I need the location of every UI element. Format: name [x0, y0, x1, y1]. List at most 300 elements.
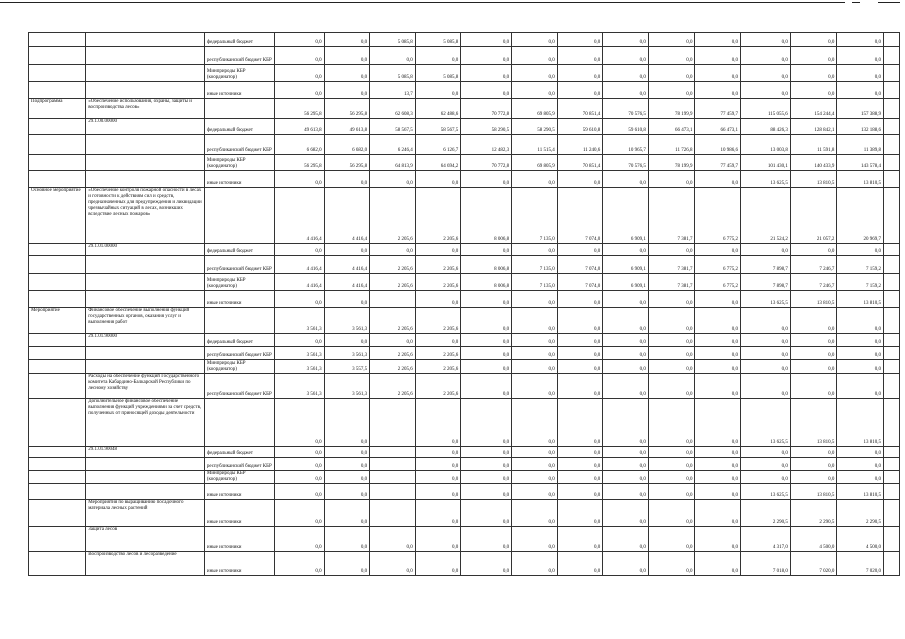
- value-cell: 70 772,8: [461, 155, 512, 171]
- value-cell: 4 500,0: [837, 527, 884, 552]
- top-border-line-end: [878, 2, 900, 3]
- value-cell: 0,0: [324, 82, 370, 99]
- value-cell: 0,0: [790, 447, 837, 458]
- category-cell: [29, 347, 86, 360]
- value-cell: 0,0: [512, 458, 558, 471]
- category-cell: [29, 171, 86, 188]
- value-cell: 0,0: [324, 334, 370, 347]
- value-cell: 0,0: [461, 552, 512, 576]
- value-cell: 157 388,9: [837, 99, 884, 119]
- category-cell: [29, 119, 86, 135]
- value-cell: 7 074,0: [557, 188, 603, 244]
- edge-cell: [884, 527, 900, 552]
- source-cell: республиканский бюджет КБР: [204, 135, 274, 155]
- source-cell: республиканский бюджет КБР: [204, 47, 274, 65]
- value-cell: 0,0: [415, 447, 461, 458]
- value-cell: 0,0: [461, 500, 512, 527]
- value-cell: 13 810,5: [837, 171, 884, 188]
- value-cell: 0,0: [274, 33, 324, 47]
- value-cell: 0,0: [557, 471, 603, 484]
- table-row: [29, 399, 900, 447]
- value-cell: 0,0: [837, 447, 884, 458]
- value-cell: 0,0: [695, 308, 741, 334]
- description-cell: [86, 347, 205, 360]
- value-cell: 5 085,8: [370, 65, 416, 82]
- value-cell: 0,0: [648, 291, 695, 308]
- edge-cell: [884, 347, 900, 360]
- edge-cell: [884, 155, 900, 171]
- value-cell: 0,0: [512, 552, 558, 576]
- value-cell: 2 205,6: [370, 274, 416, 291]
- value-cell: 0,0: [695, 33, 741, 47]
- edge-cell: [884, 334, 900, 347]
- value-cell: 2 205,6: [415, 256, 461, 274]
- value-cell: 13 625,5: [741, 291, 791, 308]
- value-cell: 0,0: [741, 65, 791, 82]
- value-cell: 4 416,4: [324, 188, 370, 244]
- value-cell: 0,0: [648, 458, 695, 471]
- value-cell: 0,0: [790, 82, 837, 99]
- value-cell: 0,0: [274, 458, 324, 471]
- value-cell: 0,0: [461, 527, 512, 552]
- value-cell: 4 500,0: [790, 527, 837, 552]
- value-cell: 0,0: [512, 399, 558, 447]
- value-cell: 4 416,4: [324, 274, 370, 291]
- value-cell: 13 810,5: [837, 484, 884, 500]
- description-cell: Расходы на обеспечение функций Государственного комитета Кабардино-Балкарской Республики по лесному хозяйству: [86, 374, 205, 399]
- source-cell: федеральный бюджет: [204, 334, 274, 347]
- edge-cell: [884, 308, 900, 334]
- value-cell: 7 381,7: [648, 256, 695, 274]
- value-cell: 0,0: [415, 527, 461, 552]
- value-cell: 6 909,1: [603, 274, 649, 291]
- value-cell: 0,0: [741, 471, 791, 484]
- value-cell: 70 576,5: [603, 99, 649, 119]
- table-row: [29, 256, 900, 274]
- table-row: [29, 65, 900, 82]
- description-cell: [86, 274, 205, 291]
- value-cell: 6 246,4: [370, 135, 416, 155]
- value-cell: 0,0: [695, 527, 741, 552]
- source-cell: иные источники: [204, 82, 274, 99]
- budget-table: [28, 32, 900, 576]
- category-cell: [29, 33, 86, 47]
- table-row: [29, 308, 900, 334]
- source-cell: иные источники: [204, 484, 274, 500]
- category-cell: [29, 484, 86, 500]
- value-cell: 62 608,3: [370, 99, 416, 119]
- value-cell: 0,0: [741, 33, 791, 47]
- value-cell: 0,0: [603, 399, 649, 447]
- description-cell: Воспроизводство лесов и лесоразведение: [86, 552, 205, 576]
- budget-table-body: [29, 33, 900, 576]
- value-cell: 2 205,6: [370, 360, 416, 374]
- value-cell: 0,0: [837, 47, 884, 65]
- edge-cell: [884, 244, 900, 256]
- value-cell: 0,0: [790, 33, 837, 47]
- value-cell: 0,0: [415, 399, 461, 447]
- value-cell: 21 057,2: [790, 188, 837, 244]
- source-cell: республиканский бюджет КБР: [204, 458, 274, 471]
- value-cell: 13 810,5: [790, 484, 837, 500]
- description-cell: Защита лесов: [86, 527, 205, 552]
- value-cell: 70 576,5: [603, 155, 649, 171]
- value-cell: 4 416,4: [324, 256, 370, 274]
- value-cell: 0,0: [648, 308, 695, 334]
- value-cell: 0,0: [695, 500, 741, 527]
- value-cell: 58 567,5: [370, 119, 416, 135]
- value-cell: 0,0: [741, 82, 791, 99]
- value-cell: 0,0: [324, 171, 370, 188]
- source-cell: [204, 188, 274, 244]
- value-cell: 0,0: [603, 471, 649, 484]
- value-cell: 143 578,4: [837, 155, 884, 171]
- category-cell: [29, 82, 86, 99]
- value-cell: 2 205,6: [370, 308, 416, 334]
- edge-cell: [884, 360, 900, 374]
- value-cell: 0,0: [512, 527, 558, 552]
- value-cell: 0,0: [648, 244, 695, 256]
- value-cell: 0,0: [274, 244, 324, 256]
- value-cell: 6 682,0: [324, 135, 370, 155]
- edge-cell: [884, 256, 900, 274]
- value-cell: 0,0: [512, 33, 558, 47]
- table-row: [29, 274, 900, 291]
- value-cell: 69 805,9: [512, 99, 558, 119]
- value-cell: 0,0: [837, 360, 884, 374]
- value-cell: 0,0: [837, 308, 884, 334]
- source-cell: федеральный бюджет: [204, 244, 274, 256]
- source-cell: федеральный бюджет: [204, 447, 274, 458]
- value-cell: 13 810,5: [837, 399, 884, 447]
- value-cell: 0,0: [461, 171, 512, 188]
- description-cell: [86, 256, 205, 274]
- value-cell: 140 433,9: [790, 155, 837, 171]
- value-cell: 13 810,5: [790, 171, 837, 188]
- source-cell: федеральный бюджет: [204, 119, 274, 135]
- table-row: [29, 82, 900, 99]
- value-cell: 20 969,7: [837, 188, 884, 244]
- value-cell: 59 610,8: [603, 119, 649, 135]
- source-cell: Минприроды КБР (координатор): [204, 471, 274, 484]
- value-cell: 56 295,8: [274, 99, 324, 119]
- value-cell: 64 813,9: [370, 155, 416, 171]
- value-cell: 0,0: [415, 244, 461, 256]
- value-cell: 0,0: [557, 244, 603, 256]
- value-cell: 0,0: [557, 334, 603, 347]
- table-row: [29, 458, 900, 471]
- top-border-line-right: [852, 2, 860, 3]
- value-cell: 56 295,8: [274, 155, 324, 171]
- value-cell: 70 851,4: [557, 155, 603, 171]
- value-cell: 0,0: [741, 334, 791, 347]
- value-cell: 70 851,4: [557, 99, 603, 119]
- value-cell: 58 567,5: [415, 119, 461, 135]
- category-cell: [29, 500, 86, 527]
- value-cell: 7 135,0: [512, 188, 558, 244]
- value-cell: 0,0: [274, 334, 324, 347]
- value-cell: 6 775,2: [695, 256, 741, 274]
- value-cell: 0,0: [603, 82, 649, 99]
- value-cell: 13,7: [370, 82, 416, 99]
- table-row: [29, 188, 900, 244]
- value-cell: 7 020,0: [790, 552, 837, 576]
- value-cell: 0,0: [837, 374, 884, 399]
- value-cell: 2 290,5: [837, 500, 884, 527]
- table-row: [29, 135, 900, 155]
- category-cell: [29, 447, 86, 458]
- value-cell: 2 205,6: [370, 374, 416, 399]
- value-cell: 0,0: [837, 244, 884, 256]
- value-cell: 10 986,6: [695, 135, 741, 155]
- value-cell: 0,0: [741, 308, 791, 334]
- value-cell: [370, 291, 416, 308]
- value-cell: 0,0: [695, 471, 741, 484]
- description-cell: 29.1.01.90000: [86, 334, 205, 347]
- value-cell: 0,0: [324, 458, 370, 471]
- value-cell: 0,0: [557, 171, 603, 188]
- value-cell: 0,0: [274, 500, 324, 527]
- value-cell: 0,0: [648, 484, 695, 500]
- value-cell: 0,0: [512, 447, 558, 458]
- value-cell: 0,0: [837, 334, 884, 347]
- category-cell: [29, 135, 86, 155]
- value-cell: 0,0: [695, 171, 741, 188]
- edge-cell: [884, 458, 900, 471]
- value-cell: 0,0: [603, 447, 649, 458]
- value-cell: 0,0: [790, 65, 837, 82]
- description-cell: 29.1.00.00000: [86, 119, 205, 135]
- value-cell: 2 205,6: [415, 374, 461, 399]
- value-cell: 56 295,8: [324, 99, 370, 119]
- value-cell: 0,0: [324, 552, 370, 576]
- value-cell: 0,0: [695, 360, 741, 374]
- description-cell: [86, 471, 205, 484]
- source-cell: республиканский бюджет КБР: [204, 374, 274, 399]
- value-cell: 2 290,5: [790, 500, 837, 527]
- source-cell: Минприроды КБР (координатор): [204, 155, 274, 171]
- value-cell: 5 085,8: [415, 65, 461, 82]
- value-cell: 0,0: [512, 291, 558, 308]
- value-cell: 0,0: [837, 458, 884, 471]
- description-cell: [86, 360, 205, 374]
- table-row: [29, 374, 900, 399]
- value-cell: 0,0: [274, 527, 324, 552]
- table-row: [29, 484, 900, 500]
- value-cell: 0,0: [274, 399, 324, 447]
- value-cell: 0,0: [695, 484, 741, 500]
- value-cell: 7 074,0: [557, 256, 603, 274]
- value-cell: 0,0: [415, 471, 461, 484]
- value-cell: 3 561,3: [324, 374, 370, 399]
- value-cell: 0,0: [648, 500, 695, 527]
- value-cell: 0,0: [370, 171, 416, 188]
- value-cell: 0,0: [557, 500, 603, 527]
- table-row: [29, 347, 900, 360]
- value-cell: 0,0: [603, 65, 649, 82]
- value-cell: 0,0: [557, 291, 603, 308]
- source-cell: иные источники: [204, 552, 274, 576]
- value-cell: 0,0: [648, 527, 695, 552]
- description-cell: [86, 82, 205, 99]
- category-cell: [29, 552, 86, 576]
- value-cell: 0,0: [512, 471, 558, 484]
- value-cell: 0,0: [837, 65, 884, 82]
- value-cell: 0,0: [790, 47, 837, 65]
- value-cell: 0,0: [461, 399, 512, 447]
- value-cell: 0,0: [557, 33, 603, 47]
- table-row: [29, 360, 900, 374]
- source-cell: иные источники: [204, 171, 274, 188]
- value-cell: 0,0: [790, 471, 837, 484]
- description-cell: [86, 65, 205, 82]
- value-cell: 78 199,9: [648, 155, 695, 171]
- value-cell: [370, 471, 416, 484]
- value-cell: 0,0: [461, 334, 512, 347]
- value-cell: 0,0: [324, 484, 370, 500]
- value-cell: 6 126,7: [415, 135, 461, 155]
- value-cell: 7 074,0: [557, 274, 603, 291]
- value-cell: [370, 447, 416, 458]
- value-cell: 0,0: [461, 65, 512, 82]
- value-cell: 0,0: [837, 82, 884, 99]
- value-cell: 0,0: [415, 47, 461, 65]
- value-cell: 0,0: [461, 291, 512, 308]
- description-cell: [86, 155, 205, 171]
- value-cell: 0,0: [695, 552, 741, 576]
- value-cell: 0,0: [370, 334, 416, 347]
- value-cell: 2 205,6: [370, 347, 416, 360]
- value-cell: [370, 484, 416, 500]
- category-cell: [29, 155, 86, 171]
- value-cell: 0,0: [274, 552, 324, 576]
- table-row: [29, 471, 900, 484]
- value-cell: 0,0: [324, 33, 370, 47]
- value-cell: 0,0: [741, 360, 791, 374]
- source-cell: [204, 399, 274, 447]
- category-cell: [29, 471, 86, 484]
- value-cell: 0,0: [415, 500, 461, 527]
- category-cell: [29, 374, 86, 399]
- value-cell: 0,0: [461, 360, 512, 374]
- value-cell: 2 290,5: [741, 500, 791, 527]
- value-cell: 0,0: [512, 484, 558, 500]
- value-cell: 0,0: [557, 360, 603, 374]
- value-cell: 5 085,8: [370, 33, 416, 47]
- edge-cell: [884, 99, 900, 119]
- value-cell: 0,0: [370, 527, 416, 552]
- value-cell: 0,0: [557, 447, 603, 458]
- value-cell: 6 682,0: [274, 135, 324, 155]
- value-cell: 0,0: [648, 82, 695, 99]
- value-cell: 0,0: [324, 244, 370, 256]
- value-cell: 0,0: [695, 374, 741, 399]
- value-cell: 0,0: [274, 291, 324, 308]
- value-cell: [370, 458, 416, 471]
- source-cell: иные источники: [204, 500, 274, 527]
- description-cell: [86, 33, 205, 47]
- value-cell: 132 188,6: [837, 119, 884, 135]
- value-cell: 77 459,7: [695, 99, 741, 119]
- value-cell: 0,0: [324, 65, 370, 82]
- value-cell: 5 085,8: [415, 33, 461, 47]
- value-cell: 0,0: [695, 47, 741, 65]
- value-cell: 7 246,7: [790, 274, 837, 291]
- value-cell: 0,0: [512, 360, 558, 374]
- value-cell: 0,0: [557, 527, 603, 552]
- value-cell: 66 473,1: [695, 119, 741, 135]
- value-cell: 0,0: [741, 244, 791, 256]
- value-cell: 70 772,8: [461, 99, 512, 119]
- value-cell: 0,0: [790, 244, 837, 256]
- value-cell: 7 135,0: [512, 256, 558, 274]
- value-cell: 0,0: [512, 65, 558, 82]
- value-cell: 0,0: [461, 471, 512, 484]
- value-cell: 7 898,7: [741, 274, 791, 291]
- source-cell: [204, 308, 274, 334]
- value-cell: 0,0: [741, 374, 791, 399]
- value-cell: 2 205,6: [415, 188, 461, 244]
- value-cell: 0,0: [695, 82, 741, 99]
- source-cell: республиканский бюджет КБР: [204, 256, 274, 274]
- value-cell: 0,0: [741, 347, 791, 360]
- value-cell: [370, 399, 416, 447]
- source-cell: иные источники: [204, 291, 274, 308]
- value-cell: 0,0: [603, 47, 649, 65]
- value-cell: 11 240,6: [557, 135, 603, 155]
- value-cell: 0,0: [603, 291, 649, 308]
- value-cell: 3 561,3: [274, 308, 324, 334]
- value-cell: 77 459,7: [695, 155, 741, 171]
- value-cell: 0,0: [741, 447, 791, 458]
- edge-cell: [884, 171, 900, 188]
- value-cell: 0,0: [695, 447, 741, 458]
- category-cell: [29, 334, 86, 347]
- value-cell: 12 482,3: [461, 135, 512, 155]
- value-cell: 0,0: [603, 33, 649, 47]
- value-cell: 0,0: [557, 308, 603, 334]
- table-row: [29, 527, 900, 552]
- edge-cell: [884, 471, 900, 484]
- table-row: [29, 334, 900, 347]
- value-cell: 62 488,6: [415, 99, 461, 119]
- description-cell: 29.1.01.90048: [86, 447, 205, 458]
- value-cell: 0,0: [512, 171, 558, 188]
- value-cell: 4 416,4: [274, 256, 324, 274]
- value-cell: 0,0: [461, 33, 512, 47]
- value-cell: 0,0: [324, 500, 370, 527]
- table-row: [29, 99, 900, 119]
- value-cell: 0,0: [324, 291, 370, 308]
- value-cell: 0,0: [603, 552, 649, 576]
- value-cell: 0,0: [557, 458, 603, 471]
- category-cell: Мероприятие: [29, 308, 86, 334]
- value-cell: 0,0: [324, 447, 370, 458]
- value-cell: 7 381,7: [648, 188, 695, 244]
- value-cell: 0,0: [603, 334, 649, 347]
- value-cell: 0,0: [695, 399, 741, 447]
- edge-cell: [884, 447, 900, 458]
- value-cell: 0,0: [648, 171, 695, 188]
- value-cell: 11 515,4: [512, 135, 558, 155]
- category-cell: [29, 291, 86, 308]
- value-cell: 0,0: [274, 171, 324, 188]
- value-cell: 11 389,8: [837, 135, 884, 155]
- source-cell: республиканский бюджет КБР: [204, 347, 274, 360]
- value-cell: 7 135,0: [512, 274, 558, 291]
- value-cell: 0,0: [648, 360, 695, 374]
- value-cell: 0,0: [648, 334, 695, 347]
